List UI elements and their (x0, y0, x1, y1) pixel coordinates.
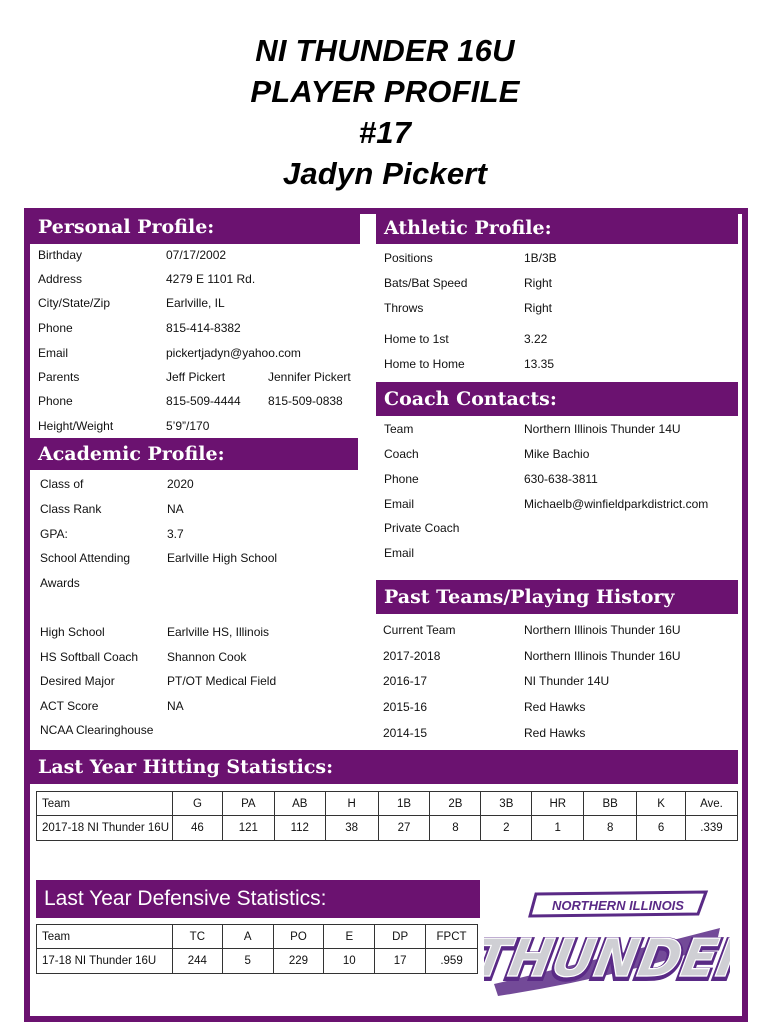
athletic-label: Home to Home (384, 357, 465, 371)
hitting-cell: 2017-18 NI Thunder 16U (37, 816, 173, 841)
academic-label: Class Rank (40, 502, 102, 516)
personal-value-2: 815-509-0838 (268, 394, 343, 408)
defensive-cell: 5 (222, 949, 273, 974)
academic-label: Desired Major (40, 674, 115, 688)
defensive-col-header: E (324, 925, 375, 949)
hitting-col-header: Team (37, 792, 173, 816)
hitting-header-row (37, 792, 738, 816)
academic-value: Earlville HS, Illinois (167, 625, 270, 639)
defensive-header-row (37, 925, 478, 949)
personal-label: Phone (38, 321, 73, 335)
history-label: Current Team (383, 623, 456, 637)
academic-value: Shannon Cook (167, 650, 247, 664)
title-player-name: Jadyn Pickert (282, 156, 488, 191)
personal-label: Birthday (38, 248, 83, 262)
thunder-logo-icon (484, 888, 730, 998)
athletic-label: Throws (384, 301, 424, 315)
defensive-cell: 17-18 NI Thunder 16U (37, 949, 173, 974)
personal-value: 815-414-8382 (166, 321, 241, 335)
athletic-value: 1B/3B (524, 251, 557, 265)
academic-label: Class of (40, 477, 84, 491)
defensive-cell: 229 (273, 949, 324, 974)
hitting-col-header: 3B (481, 792, 532, 816)
page-title (0, 30, 770, 194)
hitting-cell: 46 (172, 816, 222, 841)
defensive-cell: 244 (172, 949, 222, 974)
academic-value: 3.7 (167, 527, 184, 541)
personal-value: 4279 E 1101 Rd. (166, 272, 256, 286)
defensive-col-header: FPCT (426, 925, 478, 949)
defensive-col-header: PO (273, 925, 324, 949)
athletic-value: 3.22 (524, 332, 548, 346)
hitting-col-header: AB (274, 792, 325, 816)
athletic-label: Positions (384, 251, 433, 265)
athletic-value: Right (524, 301, 553, 315)
hitting-col-header: K (637, 792, 686, 816)
history-value: Red Hawks (524, 726, 586, 740)
title-team: NI THUNDER 16U (255, 33, 515, 68)
hitting-col-header: G (172, 792, 222, 816)
academic-label: Awards (40, 576, 80, 590)
history-value: Northern Illinois Thunder 16U (524, 623, 681, 637)
defensive-col-header: DP (375, 925, 426, 949)
defensive-cell: 10 (324, 949, 375, 974)
academic-value: PT/OT Medical Field (167, 674, 277, 688)
defensive-col-header: A (222, 925, 273, 949)
coach-email[interactable]: Michaelb@winfieldparkdistrict.com (524, 497, 709, 511)
athletic-label: Home to 1st (384, 332, 449, 346)
academic-value: 2020 (167, 477, 194, 491)
hitting-cell: 27 (378, 816, 430, 841)
personal-email[interactable]: pickertjadyn@yahoo.com (166, 346, 301, 360)
academic-value: Earlville High School (167, 551, 278, 565)
hitting-col-header: Ave. (685, 792, 737, 816)
personal-value: Jeff Pickert (166, 370, 226, 384)
logo-main-text: THUNDER (484, 928, 730, 989)
history-value: Northern Illinois Thunder 16U (524, 649, 681, 663)
personal-label: City/State/Zip (38, 296, 111, 310)
history-heading: Past Teams/Playing History (376, 580, 738, 614)
defensive-col-header: TC (172, 925, 222, 949)
title-profile: PLAYER PROFILE (250, 74, 520, 109)
personal-value: Earlville, IL (166, 296, 225, 310)
table-row (37, 949, 478, 974)
coach-value: Mike Bachio (524, 447, 590, 461)
hitting-col-header: H (325, 792, 378, 816)
academic-label: NCAA Clearinghouse (40, 723, 154, 737)
hitting-cell: 8 (584, 816, 637, 841)
personal-value: 07/17/2002 (166, 248, 227, 262)
hitting-cell: 2 (481, 816, 532, 841)
hitting-col-header: 2B (430, 792, 481, 816)
personal-value: 815-509-4444 (166, 394, 241, 408)
personal-label: Parents (38, 370, 80, 384)
history-label: 2016-17 (383, 674, 428, 688)
personal-profile-heading: Personal Profile: (30, 210, 360, 244)
academic-label: School Attending (40, 551, 131, 565)
academic-profile-heading: Academic Profile: (30, 438, 358, 470)
coach-label: Team (384, 422, 414, 436)
coach-value: Northern Illinois Thunder 14U (524, 422, 681, 436)
logo-main-text-outline: THUNDER (484, 930, 730, 991)
coach-label: Phone (384, 472, 419, 486)
hitting-cell: 1 (532, 816, 584, 841)
hitting-cell: 38 (325, 816, 378, 841)
defensive-stats-table (36, 924, 478, 974)
defensive-cell: .959 (426, 949, 478, 974)
academic-label: ACT Score (40, 699, 99, 713)
logo-top-text: NORTHERN ILLINOIS (552, 898, 684, 913)
hitting-stats-heading: Last Year Hitting Statistics: (30, 750, 738, 784)
history-label: 2015-16 (383, 700, 428, 714)
coach-contacts-heading: Coach Contacts: (376, 382, 738, 416)
hitting-col-header: BB (584, 792, 637, 816)
coach-label: Email (384, 497, 415, 511)
athletic-value: Right (524, 276, 553, 290)
history-label: 2017-2018 (383, 649, 441, 663)
logo-graphic (484, 888, 730, 998)
academic-value: NA (167, 502, 184, 516)
academic-label: High School (40, 625, 105, 639)
defensive-stats-heading: Last Year Defensive Statistics: (36, 880, 480, 918)
athletic-value: 13.35 (524, 357, 555, 371)
history-value: Red Hawks (524, 700, 586, 714)
history-label: 2014-15 (383, 726, 428, 740)
table-row (37, 816, 738, 841)
hitting-cell: .339 (685, 816, 737, 841)
personal-value-2: Jennifer Pickert (268, 370, 351, 384)
personal-label: Phone (38, 394, 73, 408)
coach-label: Email (384, 546, 415, 560)
athletic-label: Bats/Bat Speed (384, 276, 468, 290)
academic-value: NA (167, 699, 184, 713)
hitting-cell: 6 (637, 816, 686, 841)
personal-label: Address (38, 272, 83, 286)
athletic-profile-heading: Athletic Profile: (376, 212, 738, 244)
defensive-col-header: Team (37, 925, 173, 949)
academic-label: GPA: (40, 527, 68, 541)
personal-label: Email (38, 346, 69, 360)
hitting-stats-table (36, 791, 738, 841)
hitting-cell: 121 (222, 816, 274, 841)
hitting-cell: 8 (430, 816, 481, 841)
history-value: NI Thunder 14U (524, 674, 610, 688)
personal-label: Height/Weight (38, 419, 114, 433)
hitting-col-header: PA (222, 792, 274, 816)
personal-value: 5’9”/170 (166, 419, 210, 433)
academic-label: HS Softball Coach (40, 650, 139, 664)
coach-label: Coach (384, 447, 419, 461)
hitting-col-header: 1B (378, 792, 430, 816)
coach-value: 630-638-3811 (524, 472, 598, 486)
hitting-cell: 112 (274, 816, 325, 841)
hitting-col-header: HR (532, 792, 584, 816)
title-number: #17 (358, 115, 412, 150)
defensive-cell: 17 (375, 949, 426, 974)
coach-label: Private Coach (384, 521, 460, 535)
